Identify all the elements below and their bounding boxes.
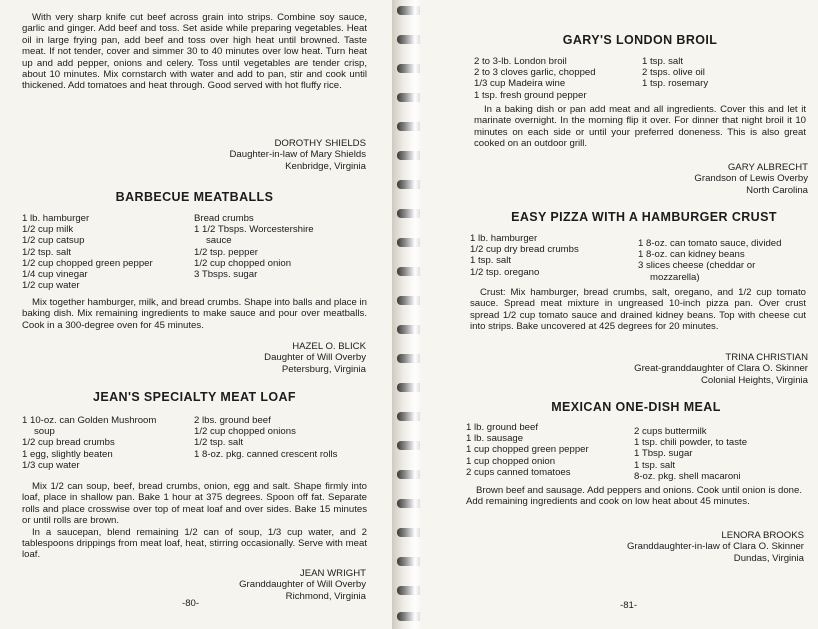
ingredient: 1/2 tsp. salt xyxy=(22,246,72,258)
ingredient: 1 8-oz. pkg. canned crescent rolls xyxy=(194,448,338,460)
ingredient: mozzarella) xyxy=(650,271,700,283)
directions-text: Mix together hamburger, milk, and bread crumbs. Shape into balls and place in baking dish. Mix remaining ingredients to make sauce and pour over meatballs. Cook in a 300-degree oven for 45 minutes. xyxy=(22,297,367,331)
recipe-directions xyxy=(474,104,806,150)
intro-text: With very sharp knife cut beef across grain into strips. Combine soy sauce, garlic and ginger. Add beef and toss. Set aside while preparing vegetables. Heat oil in large frying pan, add beef and toss over high heat until browned. Taste meat. If not tender, cover and simmer 30 to 40 minutes over low heat. Turn heat up and add pepper, onions and celery. Toss until vegetables are tender crisp, about 10 minutes. Mix cornstarch with water and add to pan, stir and cook until thickened. Add tomatoes and heat through. Good served with hot fluffy rice. xyxy=(22,12,367,92)
signature-relation: Daughter of Will Overby xyxy=(264,352,366,364)
ingredient: 1 Tbsp. sugar xyxy=(634,448,693,460)
ingredient: 2 to 3-lb. London broil xyxy=(474,56,567,67)
recipe-directions xyxy=(22,481,367,561)
signature-relation: Great-granddaughter of Clara O. Skinner xyxy=(634,363,808,375)
ingredient: 2 cups buttermilk xyxy=(634,426,707,437)
ingredient: 1 tsp. salt xyxy=(470,255,512,267)
ingredients-col-1 xyxy=(474,56,596,101)
signature-name: DOROTHY SHIELDS xyxy=(274,138,366,149)
page-number: -81- xyxy=(620,600,638,611)
ingredient: 1/3 cup Madeira wine xyxy=(474,78,566,90)
recipe-directions xyxy=(22,297,367,331)
ingredient: 1 lb. ground beef xyxy=(466,422,539,433)
signature-relation: Daughter-in-law of Mary Shields xyxy=(229,149,366,161)
ingredient: 1/2 cup water xyxy=(22,280,80,292)
recipe-title: EASY PIZZA WITH A HAMBURGER CRUST xyxy=(511,210,777,224)
signature-name: TRINA CHRISTIAN xyxy=(725,352,808,363)
ingredient: 1/3 cup water xyxy=(22,459,80,471)
page-number: -80- xyxy=(182,598,200,609)
signature-location: Kenbridge, Virginia xyxy=(285,160,366,172)
signature-relation: Granddaughter of Will Overby xyxy=(239,579,366,591)
ingredient: 1/2 tsp. salt xyxy=(194,437,244,449)
signature-relation: Granddaughter-in-law of Clara O. Skinner xyxy=(626,541,804,553)
ingredient: Bread crumbs xyxy=(194,213,254,224)
ingredient: 1/2 cup catsup xyxy=(22,235,85,247)
directions-text: In a baking dish or pan add meat and all ingredients. Cover this and let it marinate overnight. In the morning flip it over. For dinner that night broil it 10 minutes on each side or until your preferred doneness. This is also great cooked on an outdoor grill. xyxy=(474,104,806,150)
ingredients-col-2 xyxy=(638,238,781,283)
ingredient: 8-oz. pkg. shell macaroni xyxy=(634,470,741,482)
ingredient: 1 tsp. fresh ground pepper xyxy=(474,89,587,101)
ingredients-col-1 xyxy=(466,422,589,478)
signature-location: Petersburg, Virginia xyxy=(281,363,366,375)
ingredient: 2 cups canned tomatoes xyxy=(466,466,571,478)
recipe-signature xyxy=(239,568,366,602)
signature-location: Dundas, Virginia xyxy=(733,552,804,564)
ingredient: 2 to 3 cloves garlic, chopped xyxy=(474,67,596,79)
ingredient: 2 tsps. olive oil xyxy=(642,67,705,79)
signature-name: GARY ALBRECHT xyxy=(727,162,808,173)
recipe-signature xyxy=(694,162,808,196)
recipe-title: GARY'S LONDON BROIL xyxy=(562,33,718,47)
ingredient: 3 slices cheese (cheddar or xyxy=(638,260,756,272)
ingredient: 1/2 cup milk xyxy=(22,224,74,236)
ingredient: 1 1/2 Tbsps. Worcestershire xyxy=(194,224,314,236)
signature-location: Colonial Heights, Virginia xyxy=(700,374,808,386)
ingredient: 1/2 tsp. pepper xyxy=(194,246,259,258)
recipe-directions xyxy=(470,287,806,333)
directions-text: Mix 1/2 can soup, beef, bread crumbs, onion, egg and salt. Shape firmly into loaf, place in shallow pan. Bake 1 hour at 375 degrees. Spoon off fat. Separate rolls and place crosswise over top of meat loaf and over sides. Bake 15 minutes or until rolls are brown. xyxy=(22,481,367,527)
signature-relation: Grandson of Lewis Overby xyxy=(694,173,808,185)
recipe-signature xyxy=(634,352,808,386)
ingredients-col-2 xyxy=(642,56,708,90)
signature-name: JEAN WRIGHT xyxy=(299,568,366,579)
ingredient: soup xyxy=(34,426,55,438)
ingredient: 1/2 cup dry bread crumbs xyxy=(470,244,579,256)
ingredient: 1 lb. hamburger xyxy=(470,233,538,244)
signature-name: HAZEL O. BLICK xyxy=(292,341,366,352)
intro-signature xyxy=(229,138,366,172)
ingredient: 1 tsp. rosemary xyxy=(642,78,709,90)
ingredient: 1 egg, slightly beaten xyxy=(22,448,113,460)
directions-text: Brown beef and sausage. Add peppers and onions. Cook until onion is done. Add remaining ingredients and cook on low heat about 45 minutes. xyxy=(466,485,802,508)
ingredient: 1 cup chopped onion xyxy=(466,455,556,467)
ingredient: 1 8-oz. can tomato sauce, divided xyxy=(638,238,782,249)
ingredient: 1 tsp. salt xyxy=(634,459,676,471)
recipe-title: MEXICAN ONE-DISH MEAL xyxy=(551,400,721,414)
directions-text: Crust: Mix hamburger, bread crumbs, salt, oregano, and 1/2 cup tomato sauce. Spread meat mixture in ungreased 10-inch pizza pan. Over crust spread 1/2 cup tomato sauce and drained kidney beans. Top with cheese cut into strips. Bake uncovered at 425 degrees for 20 minutes. xyxy=(470,287,806,333)
ingredient: 1/2 cup chopped onion xyxy=(194,257,292,269)
ingredient: 1 lb. sausage xyxy=(466,433,524,445)
signature-location: North Carolina xyxy=(746,184,808,196)
recipe-directions xyxy=(466,485,802,508)
recipe-signature xyxy=(264,341,366,375)
ingredient: 1 cup chopped green pepper xyxy=(466,444,589,456)
ingredient: 1/4 cup vinegar xyxy=(22,269,88,281)
ingredients-col-2 xyxy=(634,426,747,482)
signature-location: Richmond, Virginia xyxy=(285,590,366,602)
recipe-title: JEAN'S SPECIALTY MEAT LOAF xyxy=(93,390,296,404)
intro-directions xyxy=(22,12,367,92)
right-page xyxy=(420,0,818,629)
ingredients-col-2 xyxy=(194,415,337,460)
ingredient: 1/2 tsp. oregano xyxy=(470,266,540,278)
ingredient: 1/2 cup chopped onions xyxy=(194,426,296,438)
ingredient: 1 8-oz. can kidney beans xyxy=(638,249,745,261)
ingredient: 1 10-oz. can Golden Mushroom xyxy=(22,415,157,426)
ingredients-col-1 xyxy=(470,233,579,278)
ingredient: 3 Tbsps. sugar xyxy=(194,269,258,281)
ingredient: 1 lb. hamburger xyxy=(22,213,90,224)
ingredient: 1/2 cup chopped green pepper xyxy=(22,257,153,269)
ingredient: 1 tsp. salt xyxy=(642,56,684,67)
ingredient: 1 tsp. chili powder, to taste xyxy=(634,437,748,449)
recipe-title: BARBECUE MEATBALLS xyxy=(115,190,274,204)
ingredients-col-1 xyxy=(22,415,156,471)
signature-name: LENORA BROOKS xyxy=(721,530,804,541)
ingredients-col-2 xyxy=(194,213,314,280)
ingredient: 2 lbs. ground beef xyxy=(194,415,271,426)
left-page xyxy=(0,0,398,629)
ingredient: 1/2 cup bread crumbs xyxy=(22,437,115,449)
ingredient: sauce xyxy=(206,235,232,247)
ingredients-col-1 xyxy=(22,213,153,291)
recipe-signature xyxy=(627,530,804,564)
directions-text: In a saucepan, blend remaining 1/2 can of soup, 1/3 cup water, and 2 tablespoons drippings from meat loaf, heat, stirring occasionally. Serve with meat loaf. xyxy=(22,526,367,561)
